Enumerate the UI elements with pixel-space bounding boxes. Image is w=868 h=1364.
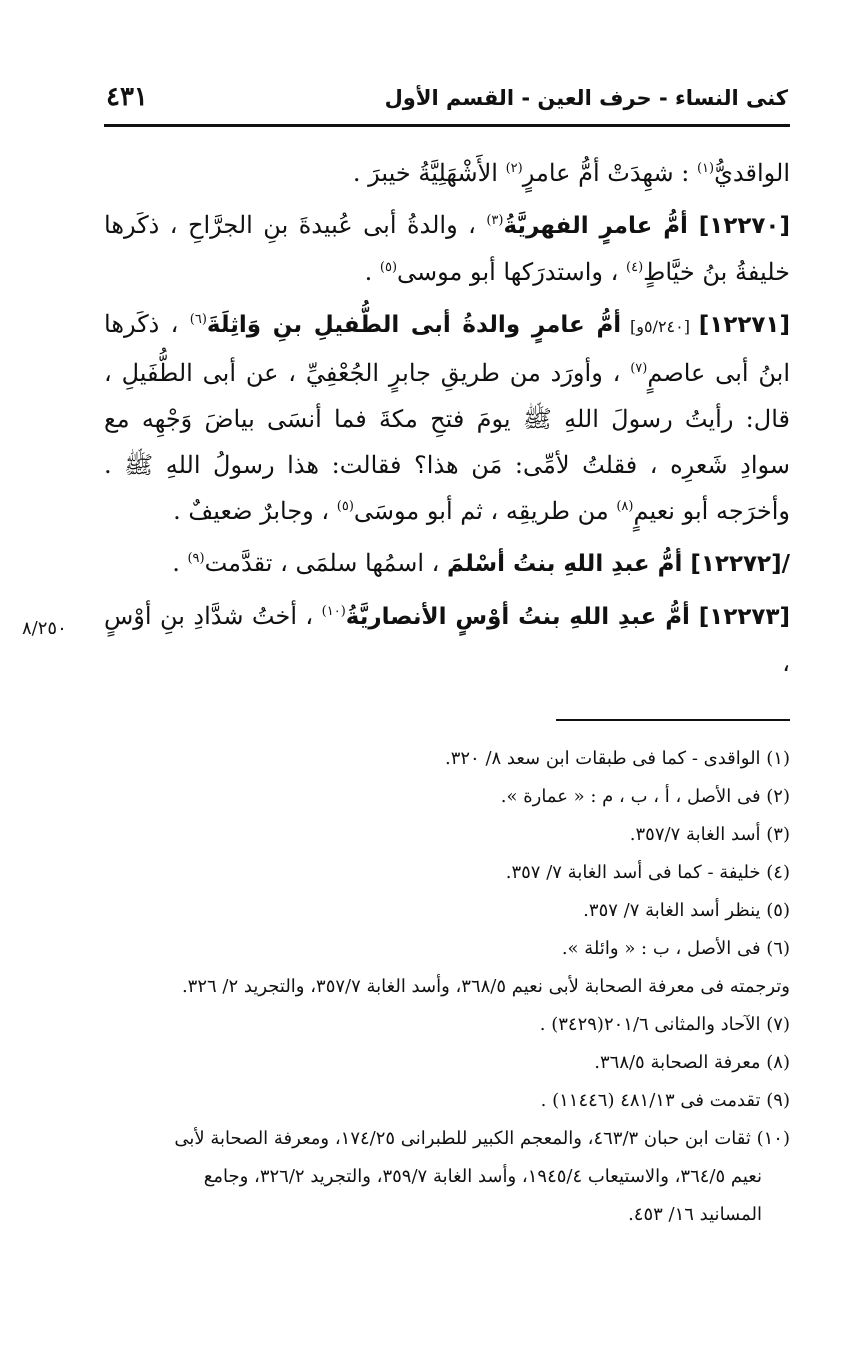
text: .	[364, 258, 380, 286]
header-rule	[104, 124, 790, 127]
text: ، أختُ شدَّادِ بنِ أوْسٍ ،	[104, 602, 790, 677]
footnote-1: (١) الواقدى - كما فى طبقات ابن سعد ٨/ ٣٢٠.	[444, 748, 790, 769]
entry-number: [١٢٢٧١]	[698, 312, 790, 338]
footnote-9: (٩) تقدمت فى ٤٨١/١٣ (١١٤٤٦) .	[540, 1090, 790, 1111]
text: من طريقِه ، ثم أبو موسَى	[353, 497, 617, 525]
footnote-marker: (٨)	[616, 499, 634, 514]
footnote-marker: (١٠)	[321, 604, 346, 619]
text: : شهِدَتْ أمُّ عامرٍ	[522, 159, 697, 187]
footnote-marker: (٤)	[626, 260, 644, 275]
footnote-marker: (٩)	[187, 551, 205, 566]
footnote-marker: (٢)	[505, 161, 523, 176]
text: ، والدةُ أبى عُبيدةَ بنِ الجرَّاحِ ، ذكَرها خليفةُ بنُ خيَّاطٍ	[104, 211, 790, 286]
footnote-5: (٥) ينظر أسد الغابة ٧/ ٣٥٧.	[583, 900, 790, 921]
entry-12271	[104, 301, 790, 534]
footnote-3: (٣) أسد الغابة ٣٥٧/٧.	[629, 824, 790, 845]
entry-12272	[104, 540, 790, 587]
running-header	[106, 80, 788, 124]
entry-12270	[104, 202, 790, 295]
text: الواقديُّ	[714, 159, 790, 187]
footnote-4: (٤) خليفة - كما فى أسد الغابة ٧/ ٣٥٧.	[505, 862, 790, 883]
entry-name: أمُّ عبدِ اللهِ بنتُ أسْلمَ	[447, 551, 691, 577]
paragraph-waqidi	[104, 150, 790, 196]
text: ، واستدرَكها أبو موسى	[397, 258, 627, 286]
entry-name: أمُّ عامرٍ الفهريَّةُ	[503, 213, 699, 239]
manuscript-ref: [٥/٢٤٠و]	[621, 317, 699, 336]
footnote-2: (٢) فى الأصل ، أ ، ب ، م : « عمارة ».	[500, 786, 790, 807]
footnote-6-continued: وترجمته فى معرفة الصحابة لأبى نعيم ٣٦٨/٥، وأسد الغابة ٣٥٧/٧، والتجريد ٢/ ٣٢٦.	[181, 976, 790, 997]
footnote-10-line-3: المسانيد ١٦/ ٤٥٣.	[628, 1204, 762, 1225]
text: ، وأورَد من طريقِ جابرٍ الجُعْفِيِّ ، عن أبى الطُّفَيلِ ، قال: رأيتُ رسولَ اللهِ ﷺ يومَ فتحِ مكةَ فما أنسَى بياضَ وَجْهِه مع سوادِ شَعرِه ، فقلتُ لأمِّى: مَن هذا؟ فقالت: هذا رسولُ اللهِ ﷺ . وأخرَجه أبو نعيمٍ	[104, 359, 790, 525]
entry-number: [١٢٢٧٣]	[698, 604, 791, 630]
footnotes	[104, 740, 790, 1234]
text: ، اسمُها سلمَى ، تقدَّمت	[204, 549, 448, 577]
text: ، ذكَرها ابنُ أبى عاصمٍ	[104, 310, 790, 387]
entry-number: /[١٢٢٧٢]	[690, 551, 790, 577]
entry-12273	[104, 593, 790, 686]
footnote-marker: (٣)	[486, 213, 504, 228]
footnote-marker: (٦)	[189, 312, 207, 327]
page-number: ٤٣١	[106, 82, 148, 112]
footnote-marker: (٧)	[630, 361, 648, 376]
footnote-rule	[556, 719, 790, 721]
footnote-marker: (٥)	[379, 260, 398, 275]
header-title: كنى النساء - حرف العين - القسم الأول	[384, 86, 788, 110]
footnote-marker: (٥)	[336, 499, 354, 514]
footnote-10-line-2: نعيم ٣٦٤/٥، والاستيعاب ١٩٤٥/٤، وأسد الغابة ٣٥٩/٧، والتجريد ٣٢٦/٢، وجامع	[203, 1166, 762, 1187]
text: .	[172, 549, 188, 577]
footnote-6: (٦) فى الأصل ، ب : « وائلة ».	[561, 938, 790, 959]
entry-name: أمُّ عامرٍ والدةُ أبى الطُّفيلِ بنِ وَاثِلَةَ	[206, 312, 622, 338]
footnote-7: (٧) الآحاد والمثانى ٢٠١/٦(٣٤٢٩) .	[539, 1014, 790, 1035]
main-text	[104, 150, 790, 686]
text: الأَشْهَلِيَّةُ خيبرَ .	[352, 159, 506, 187]
text: ، وجابرٌ ضعيفٌ .	[173, 497, 337, 525]
footnote-8: (٨) معرفة الصحابة ٣٦٨/٥.	[594, 1052, 790, 1073]
entry-name: أمُّ عبدِ اللهِ بنتُ أوْسٍ الأنصاريَّةُ	[345, 604, 699, 630]
entry-number: [١٢٢٧٠]	[698, 213, 790, 239]
margin-volume-page-ref: ٨/٢٥٠	[22, 618, 67, 639]
footnote-10: (١٠) ثقات ابن حبان ٤٦٣/٣، والمعجم الكبير للطبرانى ١٧٤/٢٥، ومعرفة الصحابة لأبى	[174, 1128, 790, 1149]
footnote-marker: (١)	[696, 161, 715, 176]
